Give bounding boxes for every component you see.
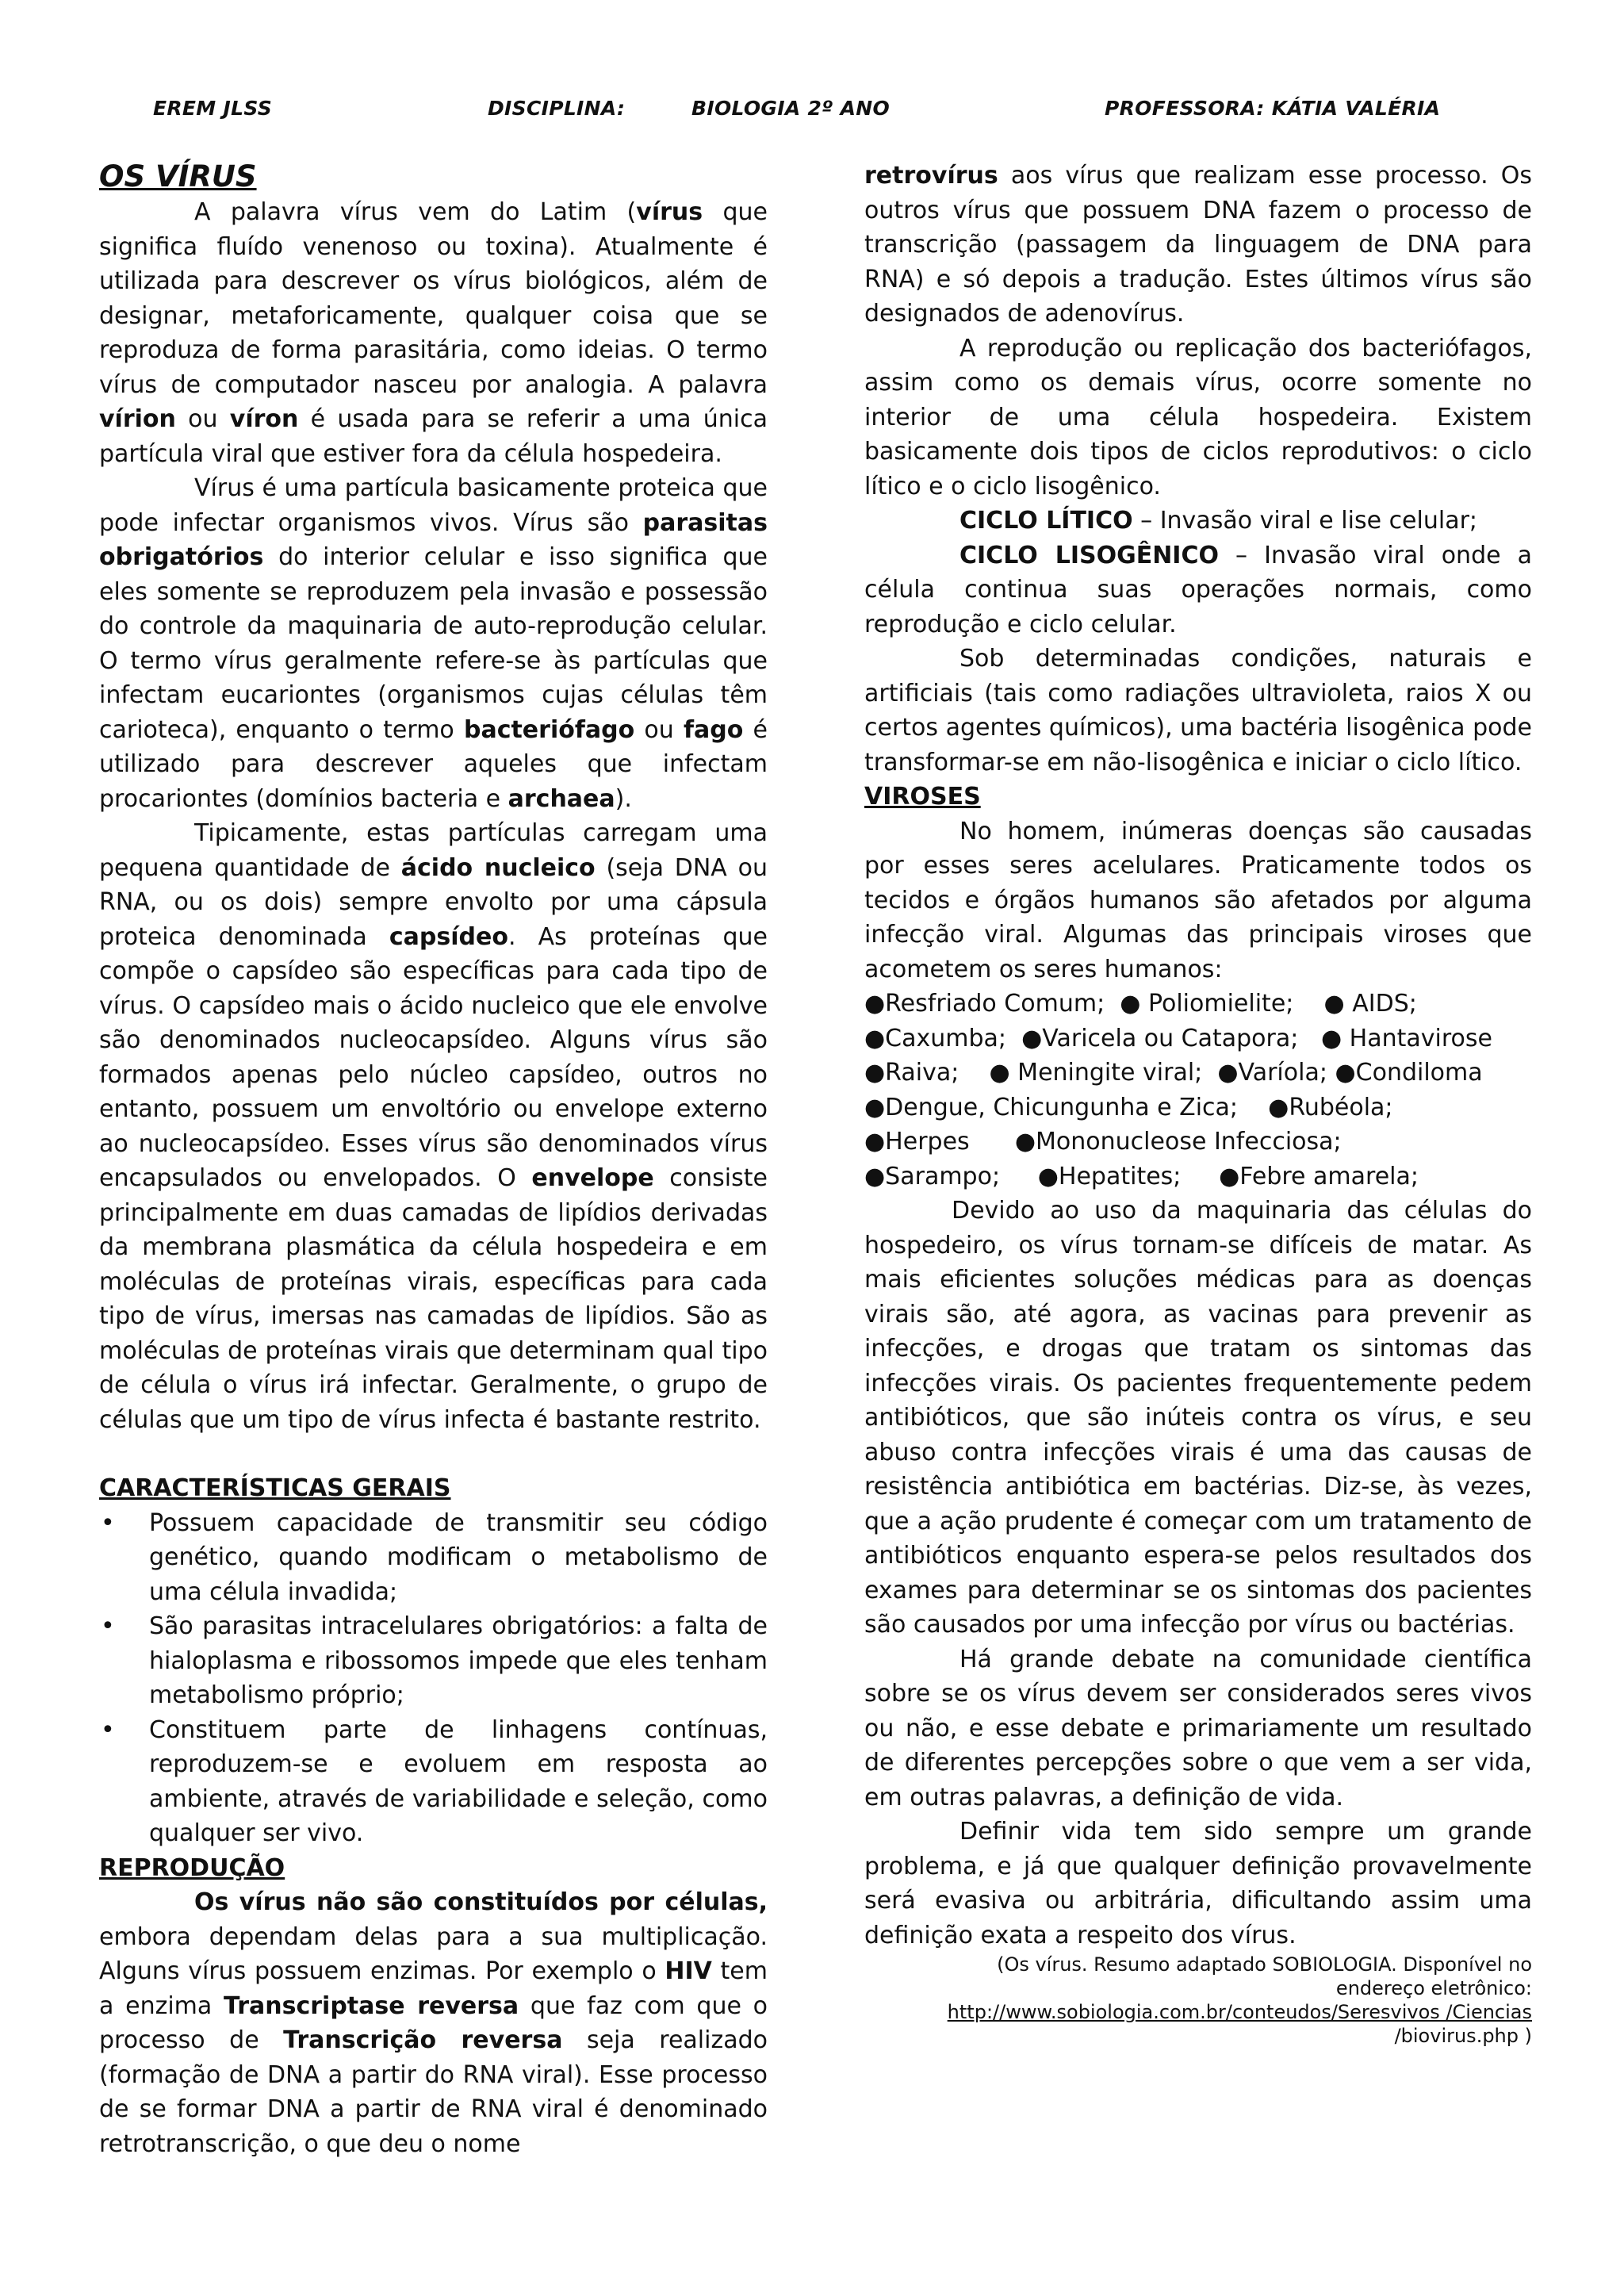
disease-list-line: ●Dengue, Chicungunha e Zica; ●Rubéola; (864, 1093, 1393, 1121)
list-item: • Possuem capacidade de transmitir seu código genético, quando modificam o metabolismo de uma célula invadida; (99, 1506, 768, 1610)
citation-url-link[interactable]: http://www.sobiologia.com.br/conteudos/Seresvivos /Ciencias (947, 2001, 1532, 2023)
intro-paragraph-2: Vírus é uma partícula basicamente proteica que pode infectar organismos vivos. Vírus são parasitas obrigatórios do interior celular e isso significa que eles somente se reproduzem pela invasão e possessão do controle da maquinaria de auto-reprodução celular. O termo vírus geralmente refere-se às partículas que infectam eucariontes (organismos cujas células têm carioteca), enquanto o termo bacteriófago ou fago é utilizado para descrever aqueles que infectam procariontes (domínios bacteria e archaea). (99, 474, 768, 813)
disease-list-line: ●Resfriado Comum; ● Poliomielite; ● AIDS; (864, 990, 1417, 1018)
spacer (99, 1437, 768, 1471)
header-teacher: PROFESSORA: KÁTIA VALÉRIA (1105, 97, 1441, 120)
viroses-paragraph-4: Definir vida tem sido sempre um grande problema, e já que qualquer definição provavelmente será evasiva ou arbitrária, dificultando assim uma definição exata a respeito dos vírus. (864, 1818, 1532, 1949)
header-discipline: BIOLOGIA 2º ANO (691, 97, 890, 120)
caracteristicas-list (99, 1506, 768, 1851)
list-item: • São parasitas intracelulares obrigatórios: a falta de hialoplasma e ribossomos impede que eles tenham metabolismo próprio; (99, 1609, 768, 1713)
reproducao-paragraph-1: Os vírus não são constituídos por células, embora dependam delas para a sua multiplicação. Alguns vírus possuem enzimas. Por exemplo o HIV tem a enzima Transcriptase reversa que faz com que o processo de Transcrição reversa seja realizado (formação de DNA a partir do RNA viral). Esse processo de se formar DNA a partir de RNA viral é denominado retrotranscrição, o que deu o nome (99, 1888, 768, 2158)
reproducao-paragraph-1-continued: retrovírus aos vírus que realizam esse processo. Os outros vírus que possuem DNA fazem o processo de transcrição (passagem da linguagem de DNA para RNA) e só depois a tradução. Estes últimos vírus são designados de adenovírus. (864, 162, 1532, 328)
page-title: OS VÍRUS (99, 159, 257, 194)
reproducao-paragraph-2: A reprodução ou replicação dos bacteriófagos, assim como os demais vírus, ocorre somente no interior de uma célula hospedeira. Existem basicamente dois tipos de ciclos reprodutivos: o ciclo lítico e o ciclo lisogênico. (864, 334, 1532, 500)
section-heading-reproducao: REPRODUÇÃO (99, 1853, 285, 1882)
section-heading-caracteristicas: CARACTERÍSTICAS GERAIS (99, 1474, 451, 1502)
viroses-paragraph-2: Devido ao uso da maquinaria das células do hospedeiro, os vírus tornam-se difíceis de matar. As mais eficientes soluções médicas para as doenças virais são, até agora, as vacinas para prevenir as infecções, e drogas que tratam os sintomas das infecções virais. Os pacientes frequentemente pedem antibióticos, que são inúteis contra os vírus, e seu abuso contra infecções virais é uma das causas de resistência antibiótica em bactérias. Diz-se, às vezes, que a ação prudente é começar com um tratamento de antibióticos enquanto espera-se pelos resultados dos exames para determinar se os sintomas dos pacientes são causados por uma infecção por vírus ou bactérias. (864, 1197, 1532, 1639)
disease-list-line: ●Herpes ●Mononucleose Infecciosa; (864, 1128, 1342, 1156)
citation-line: (Os vírus. Resumo adaptado SOBIOLOGIA. Disponível no (997, 1953, 1532, 1976)
intro-paragraph-1: A palavra vírus vem do Latim (vírus que significa fluído venenoso ou toxina). Atualmente é utilizada para descrever os vírus biológicos, além de designar, metaforicamente, qualquer coisa que se reproduza de forma parasitária, como ideias. O termo vírus de computador nasceu por analogia. A palavra vírion ou víron é usada para se referir a uma única partícula viral que estiver fora da célula hospedeira. (99, 198, 768, 468)
disease-list-line: ●Raiva; ● Meningite viral; ●Varíola; ●Condiloma (864, 1059, 1483, 1087)
viroses-disease-list (864, 987, 1532, 1194)
ciclo-lisogenico: CICLO LISOGÊNICO – Invasão viral onde a célula continua suas operações normais, como reprodução e ciclo celular. (864, 541, 1532, 638)
citation-line: /biovirus.php ) (1394, 2025, 1532, 2047)
citation-line: endereço eletrônico: (1335, 1977, 1532, 1999)
reproducao-paragraph-3: Sob determinadas condições, naturais e artificiais (tais como radiações ultravioleta, raios X ou certos agentes químicos), uma bactéria lisogênica pode transformar-se em não-lisogênica e iniciar o ciclo lítico. (864, 645, 1532, 776)
intro-paragraph-3: Tipicamente, estas partículas carregam uma pequena quantidade de ácido nucleico (seja DNA ou RNA, ou os dois) sempre envolto por uma cápsula proteica denominada capsídeo. As proteínas que compõe o capsídeo são específicas para cada tipo de vírus. O capsídeo mais o ácido nucleico que ele envolve são denominados nucleocapsídeo. Alguns vírus são formados apenas pelo núcleo capsídeo, outros no entanto, possuem um envoltório ou envelope externo ao nucleocapsídeo. Esses vírus são denominados vírus encapsulados ou envelopados. O envelope consiste principalmente em duas camadas de lipídios derivadas da membrana plasmática da célula hospedeira e em moléculas de proteínas virais, específicas para cada tipo de vírus, imersas nas camadas de lipídios. São as moléculas de proteínas virais que determinam qual tipo de célula o vírus irá infectar. Geralmente, o grupo de células que um tipo de vírus infecta é bastante restrito. (99, 819, 768, 1434)
header-school: EREM JLSS (153, 97, 273, 120)
viroses-paragraph-1: No homem, inúmeras doenças são causadas por esses seres acelulares. Praticamente todos os tecidos e órgãos humanos são afetados por alguma infecção viral. Algumas das principais viroses que acometem os seres humanos: (864, 817, 1532, 983)
viroses-paragraph-3: Há grande debate na comunidade científica sobre se os vírus devem ser considerados seres vivos ou não, e esse debate e primariamente um resultado de diferentes percepções sobre o que vem a ser vida, em outras palavras, a definição de vida. (864, 1645, 1532, 1811)
citation (864, 1953, 1532, 2048)
left-column (99, 159, 768, 2161)
disease-list-line: ●Caxumba; ●Varicela ou Catapora; ● Hantavirose (864, 1024, 1492, 1052)
right-column (864, 159, 1532, 2048)
header-discipline-label: DISCIPLINA: (488, 97, 626, 120)
list-item: • Constituem parte de linhagens contínuas, reproduzem-se e evoluem em resposta ao ambiente, através de variabilidade e seleção, como qualquer ser vivo. (99, 1713, 768, 1851)
section-heading-viroses: VIROSES (864, 783, 981, 811)
ciclo-litico: CICLO LÍTICO – Invasão viral e lise celular; (959, 507, 1478, 535)
disease-list-line: ●Sarampo; ●Hepatites; ●Febre amarela; (864, 1162, 1419, 1190)
